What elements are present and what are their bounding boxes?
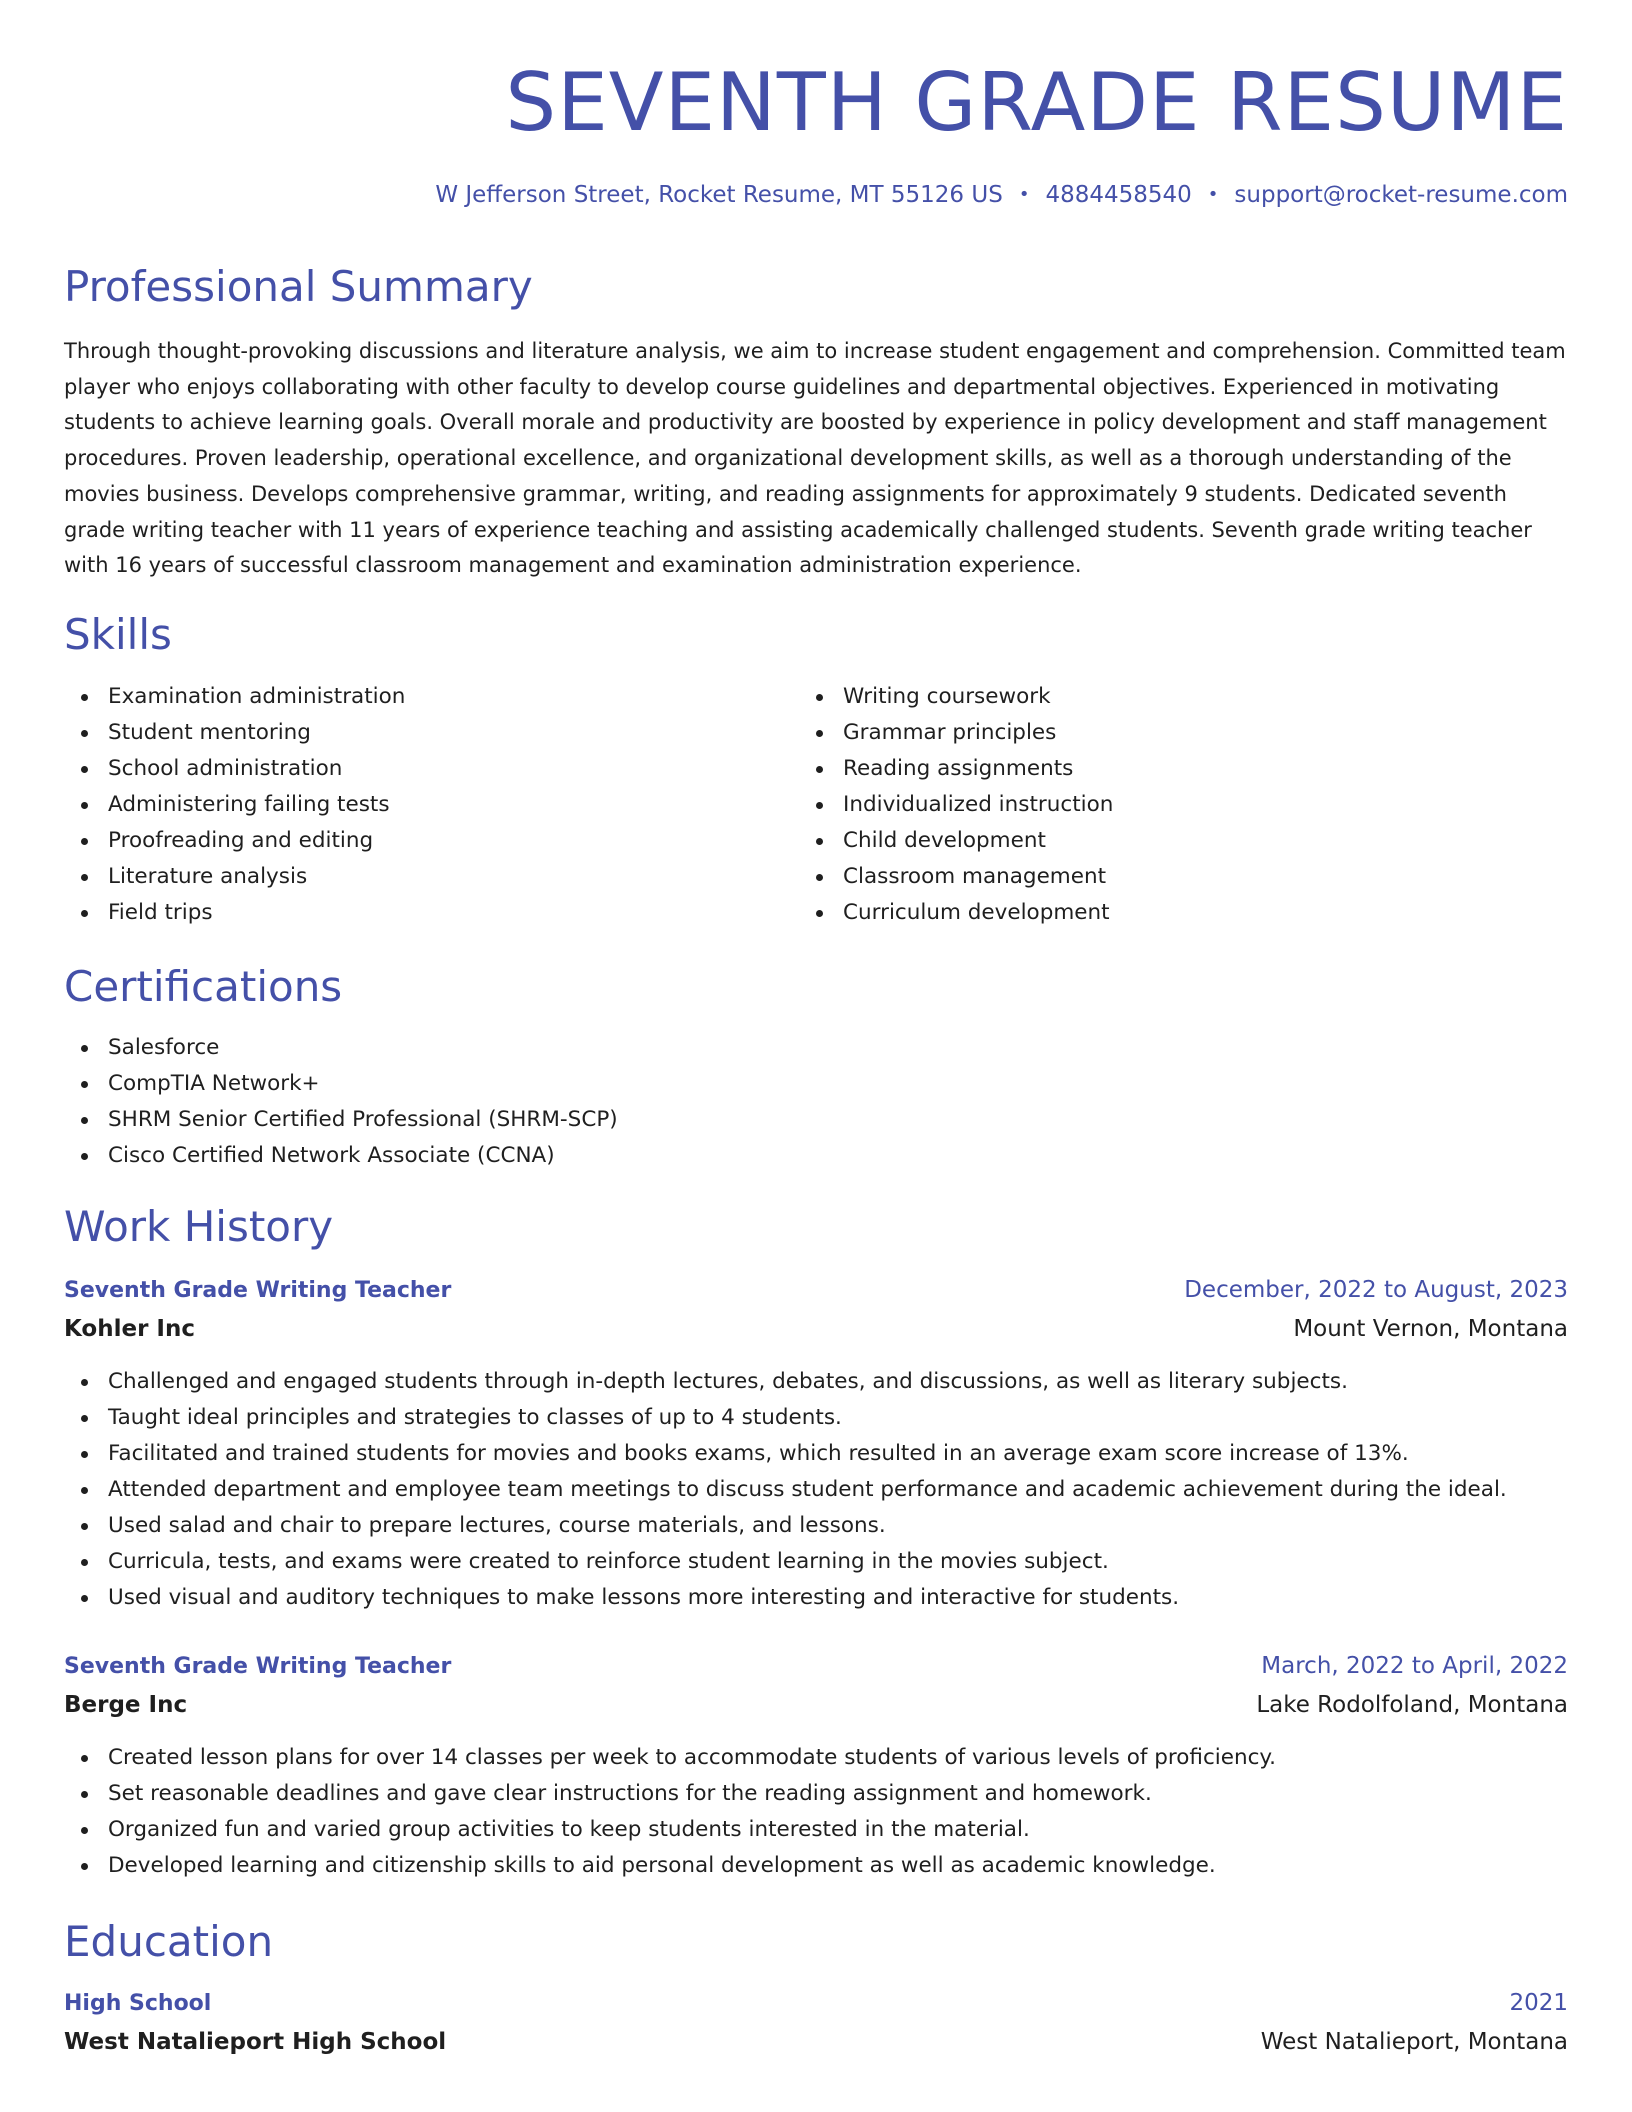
contact-email: support@rocket-resume.com	[1234, 182, 1568, 208]
job-bullet: Created lesson plans for over 14 classes per week to accommodate students of various levels of proficiency.	[64, 1740, 1276, 1776]
job-bullet: Organized fun and varied group activities to keep students interested in the material.	[64, 1812, 1276, 1848]
job-bullet: Used visual and auditory techniques to make lessons more interesting and interactive for students.	[64, 1580, 1507, 1616]
work-history-heading: Work History	[64, 1202, 334, 1251]
school-name: West Natalieport High School	[64, 2029, 447, 2055]
job-location: Lake Rodolfoland, Montana	[1256, 1692, 1568, 1718]
certification-item: SHRM Senior Certified Professional (SHRM-SCP)	[64, 1102, 618, 1138]
job-employer	[64, 1692, 1568, 1718]
resume-title: SEVENTH GRADE RESUME	[505, 56, 1568, 149]
certifications-heading: Certifications	[64, 962, 343, 1011]
skill-item: Field trips	[64, 895, 405, 931]
skill-item: Writing coursework	[799, 679, 1113, 715]
education-school-row	[64, 2029, 1568, 2055]
job-bullet: Used salad and chair to prepare lectures, course materials, and lessons.	[64, 1508, 1507, 1544]
skill-item: Reading assignments	[799, 751, 1113, 787]
school-location: West Natalieport, Montana	[1260, 2029, 1568, 2055]
education-header	[64, 1990, 1568, 2016]
skill-item: Administering failing tests	[64, 787, 405, 823]
job-title: Seventh Grade Writing Teacher	[64, 1654, 452, 1679]
skill-item: Classroom management	[799, 859, 1113, 895]
job-bullets	[64, 1364, 1507, 1616]
job-header	[64, 1653, 1568, 1679]
job-header	[64, 1277, 1568, 1303]
job-bullet: Set reasonable deadlines and gave clear instructions for the reading assignment and homework.	[64, 1776, 1276, 1812]
skill-item: Literature analysis	[64, 859, 405, 895]
contact-line	[435, 180, 1568, 210]
skills-heading: Skills	[64, 610, 172, 659]
education-year: 2021	[1509, 1990, 1568, 2016]
skill-item: Curriculum development	[799, 895, 1113, 931]
job-bullet: Taught ideal principles and strategies to classes of up to 4 students.	[64, 1400, 1507, 1436]
summary-heading: Professional Summary	[64, 262, 533, 311]
skills-list-right	[799, 679, 1113, 931]
company-name: Berge Inc	[64, 1692, 188, 1718]
skill-item: Proofreading and editing	[64, 823, 405, 859]
certification-item: Salesforce	[64, 1030, 618, 1066]
certification-item: Cisco Certified Network Associate (CCNA)	[64, 1138, 618, 1174]
job-location: Mount Vernon, Montana	[1293, 1316, 1568, 1342]
contact-separator: •	[1018, 184, 1030, 205]
job-bullet: Challenged and engaged students through in-depth lectures, debates, and discussions, as well as literary subjects.	[64, 1364, 1507, 1400]
contact-phone: 4884458540	[1045, 182, 1192, 208]
education-degree: High School	[64, 1991, 212, 2016]
contact-separator: •	[1207, 184, 1219, 205]
job-title: Seventh Grade Writing Teacher	[64, 1278, 452, 1303]
job-bullet: Facilitated and trained students for movies and books exams, which resulted in an average exam score increase of 13%.	[64, 1436, 1507, 1472]
skill-item: Individualized instruction	[799, 787, 1113, 823]
skill-item: Child development	[799, 823, 1113, 859]
job-bullet: Attended department and employee team meetings to discuss student performance and academic achievement during the ideal.	[64, 1472, 1507, 1508]
education-heading: Education	[64, 1917, 274, 1966]
job-dates: December, 2022 to August, 2023	[1184, 1277, 1568, 1303]
job-bullets	[64, 1740, 1276, 1884]
skill-item: School administration	[64, 751, 405, 787]
certification-item: CompTIA Network+	[64, 1066, 618, 1102]
summary-text: Through thought-provoking discussions and literature analysis, we aim to increase student engagement and comprehension. Committed team player who enjoys collaborating with other faculty to develop course guidelines and departmental objectives. Experienced in motivating students to achieve learning goals. Overall morale and productivity are boosted by experience in policy development and staff management procedures. Proven leadership, operational excellence, and organizational development skills, as well as a thorough understanding of the movies business. Develops comprehensive grammar, writing, and reading assignments for approximately 9 students. Dedicated seventh grade writing teacher with 11 years of experience teaching and assisting academically challenged students. Seventh grade writing teacher with 16 years of successful classroom management and examination administration experience.	[64, 339, 1566, 578]
job-employer	[64, 1316, 1568, 1342]
company-name: Kohler Inc	[64, 1316, 195, 1342]
skills-list-left	[64, 679, 405, 931]
skill-item: Grammar principles	[799, 715, 1113, 751]
skill-item: Examination administration	[64, 679, 405, 715]
skill-item: Student mentoring	[64, 715, 405, 751]
job-bullet: Developed learning and citizenship skills to aid personal development as well as academic knowledge.	[64, 1848, 1276, 1884]
certifications-list	[64, 1030, 618, 1174]
contact-address: W Jefferson Street, Rocket Resume, MT 55126 US	[435, 182, 1003, 208]
job-dates: March, 2022 to April, 2022	[1261, 1653, 1568, 1679]
job-bullet: Curricula, tests, and exams were created to reinforce student learning in the movies subject.	[64, 1544, 1507, 1580]
